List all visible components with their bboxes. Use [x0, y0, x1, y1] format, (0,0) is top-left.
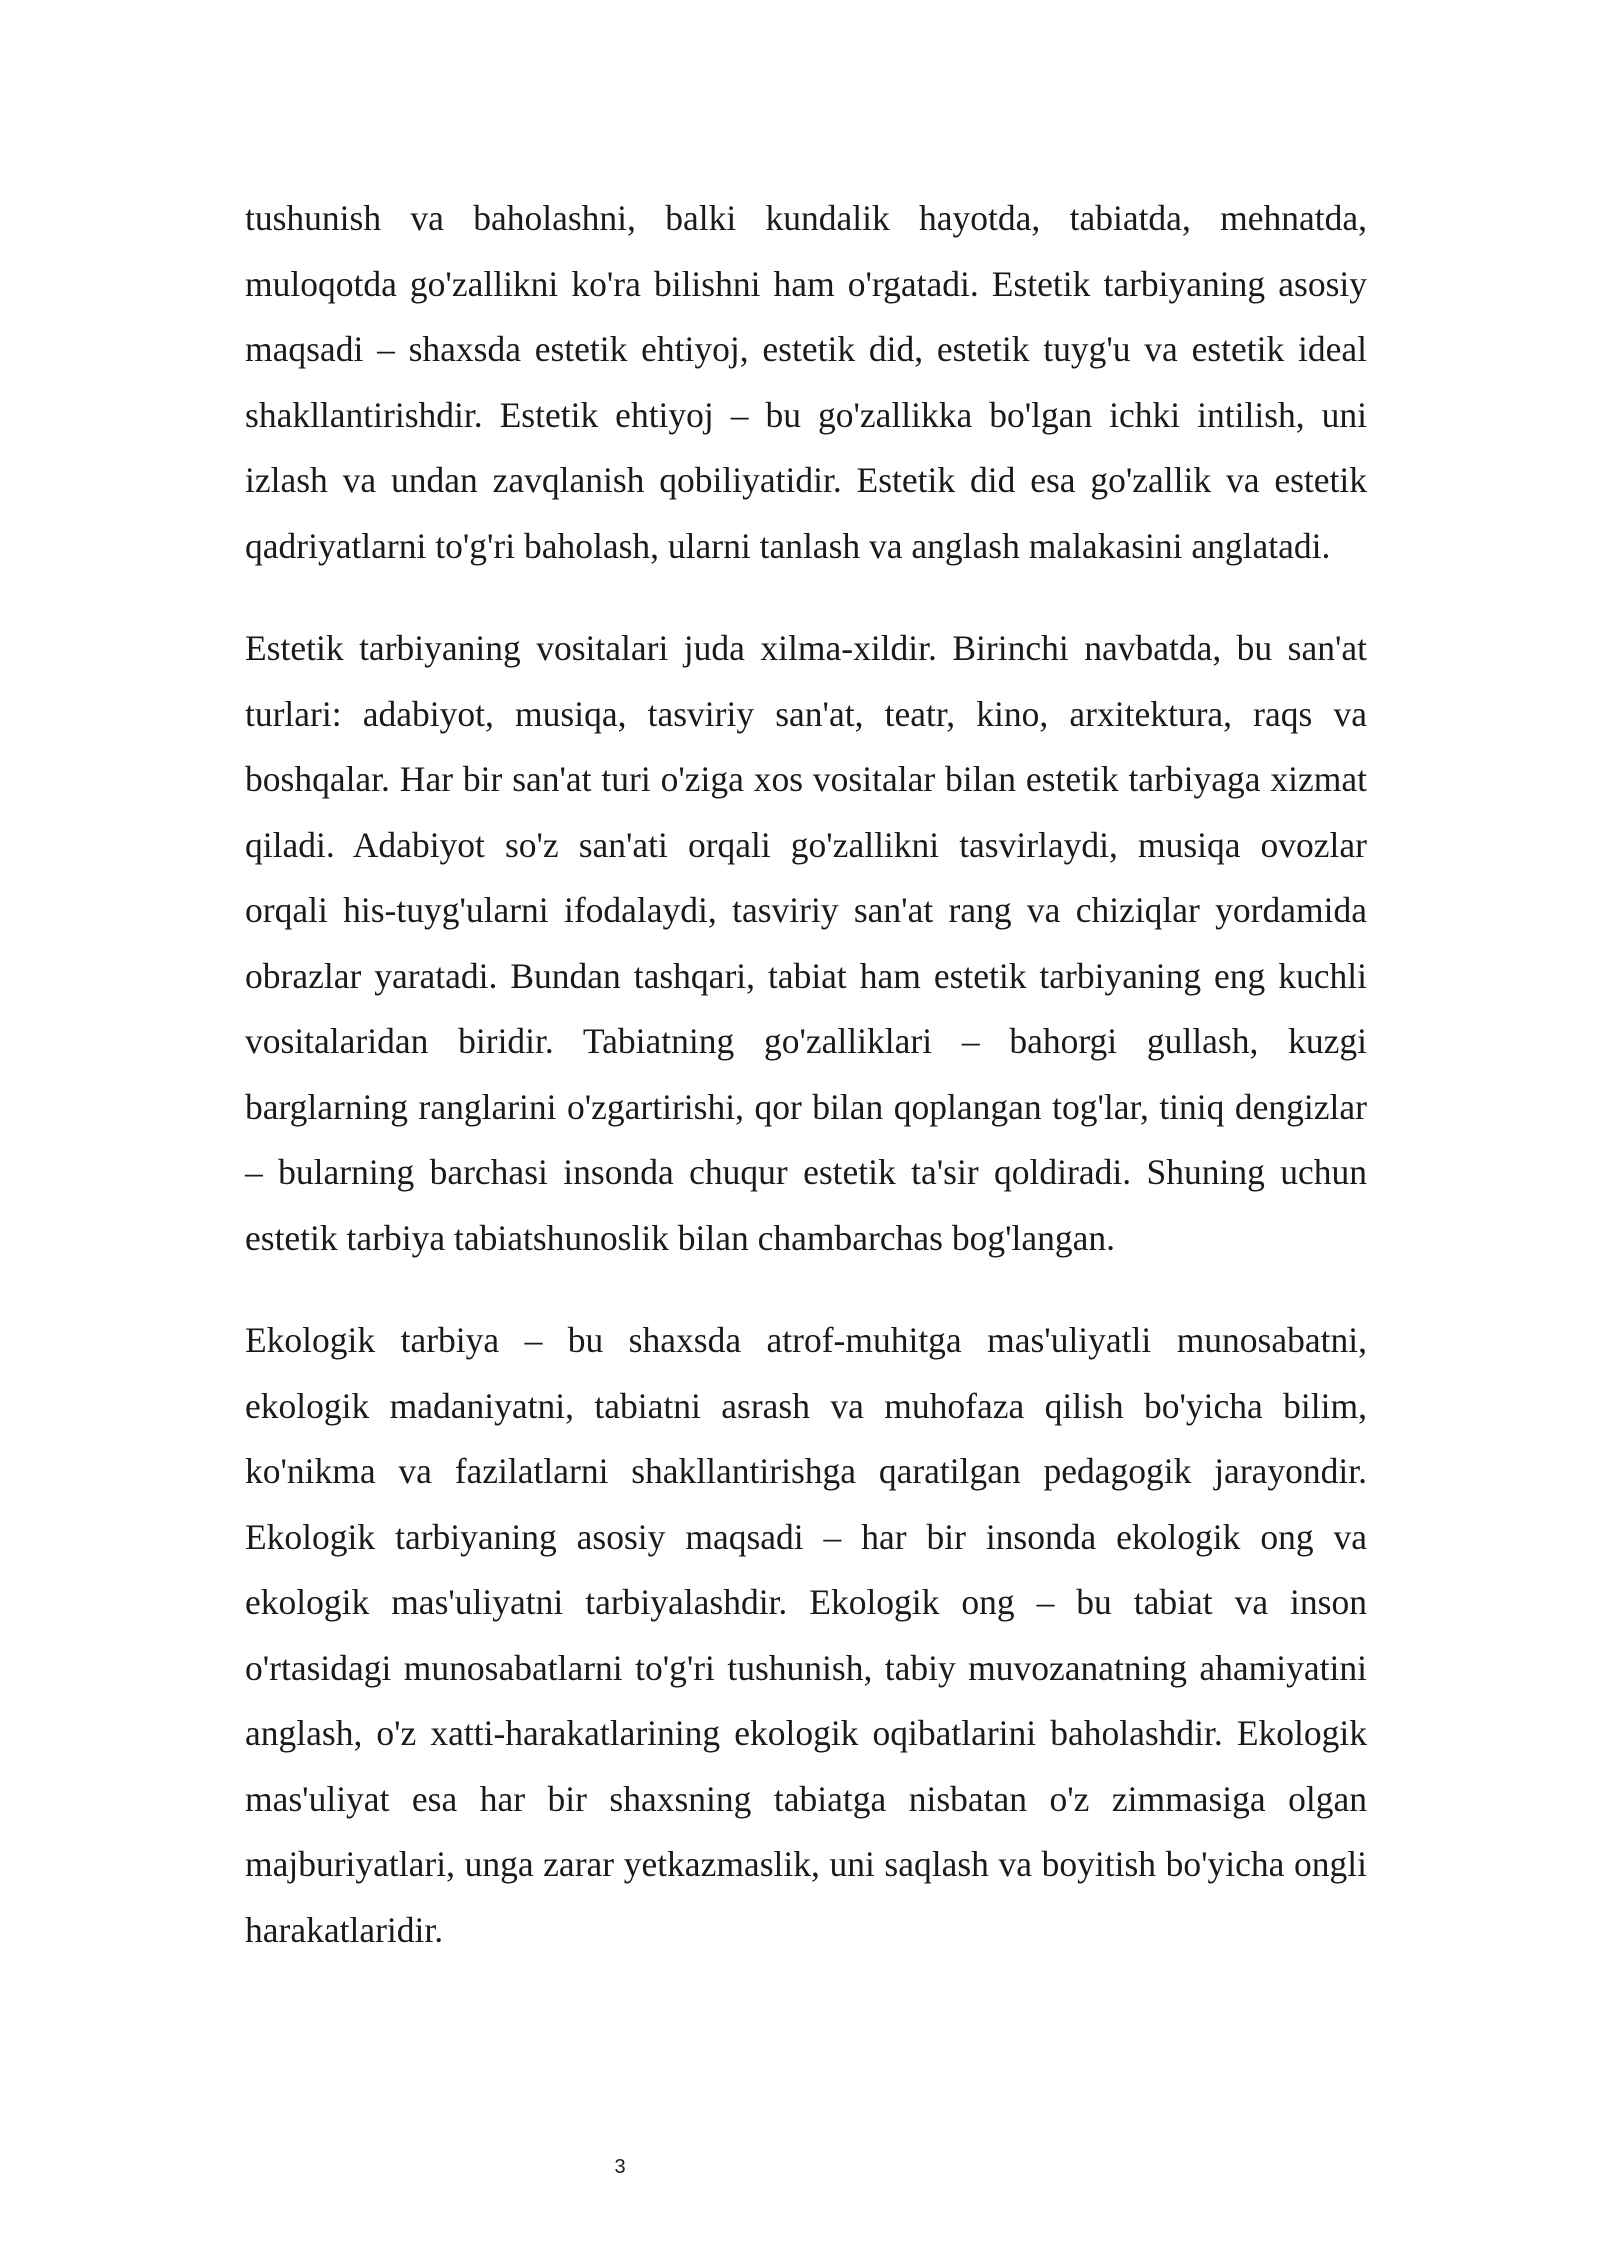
paragraph-aesthetic-goals: tushunish va baholashni, balki kundalik hayotda, tabiatda, mehnatda, muloqotda go'zallikni ko'ra bilishni ham o'rgatadi. Estetik tarbiyaning asosiy maqsadi – shaxsda estetik ehtiyoj, estetik did, estetik tuyg'u va estetik ideal shakllantirishdir. Estetik ehtiyoj – bu go'zallikka bo'lgan ichki intilish, uni izlash va undan zavqlanish qobiliyatidir. Estetik did esa go'zallik va estetik qadriyatlarni to'g'ri baholash, ularni tanlash va anglash malakasini anglatadi. [245, 198, 1367, 566]
paragraph-ecological-education: Ekologik tarbiya – bu shaxsda atrof-muhitga mas'uliyatli munosabatni, ekologik madaniyatni, tabiatni asrash va muhofaza qilish bo'yicha bilim, ko'nikma va fazilatlarni shakllantirishga qaratilgan pedagogik jarayondir. Ekologik tarbiyaning asosiy maqsadi – har bir insonda ekologik ong va ekologik mas'uliyatni tarbiyalashdir. Ekologik ong – bu tabiat va inson o'rtasidagi munosabatlarni to'g'ri tushunish, tabiy muvozanatning ahamiyatini anglash, o'z xatti-harakatlarining ekologik oqibatlarini baholashdir. Ekologik mas'uliyat esa har bir shaxsning tabiatga nisbatan o'z zimmasiga olgan majburiyatlari, unga zarar yetkazmaslik, uni saqlash va boyitish bo'yicha ongli harakatlaridir. [245, 1320, 1367, 1950]
paragraph-aesthetic-means: Estetik tarbiyaning vositalari juda xilma-xildir. Birinchi navbatda, bu san'at turlari: adabiyot, musiqa, tasviriy san'at, teatr, kino, arxitektura, raqs va boshqalar. Har bir san'at turi o'ziga xos vositalar bilan estetik tarbiyaga xizmat qiladi. Adabiyot so'z san'ati orqali go'zallikni tasvirlaydi, musiqa ovozlar orqali his-tuyg'ularni ifodalaydi, tasviriy san'at rang va chiziqlar yordamida obrazlar yaratadi. Bundan tashqari, tabiat ham estetik tarbiyaning eng kuchli vositalaridan biridir. Tabiatning go'zalliklari – bahorgi gullash, kuzgi barglarning ranglarini o'zgartirishi, qor bilan qoplangan tog'lar, tiniq dengizlar – bularning barchasi insonda chuqur estetik ta'sir qoldiradi. Shuning uchun estetik tarbiya tabiatshunoslik bilan chambarchas bog'langan. [245, 628, 1367, 1258]
document-body [245, 186, 1367, 2000]
page-number: 3 [614, 2156, 626, 2178]
